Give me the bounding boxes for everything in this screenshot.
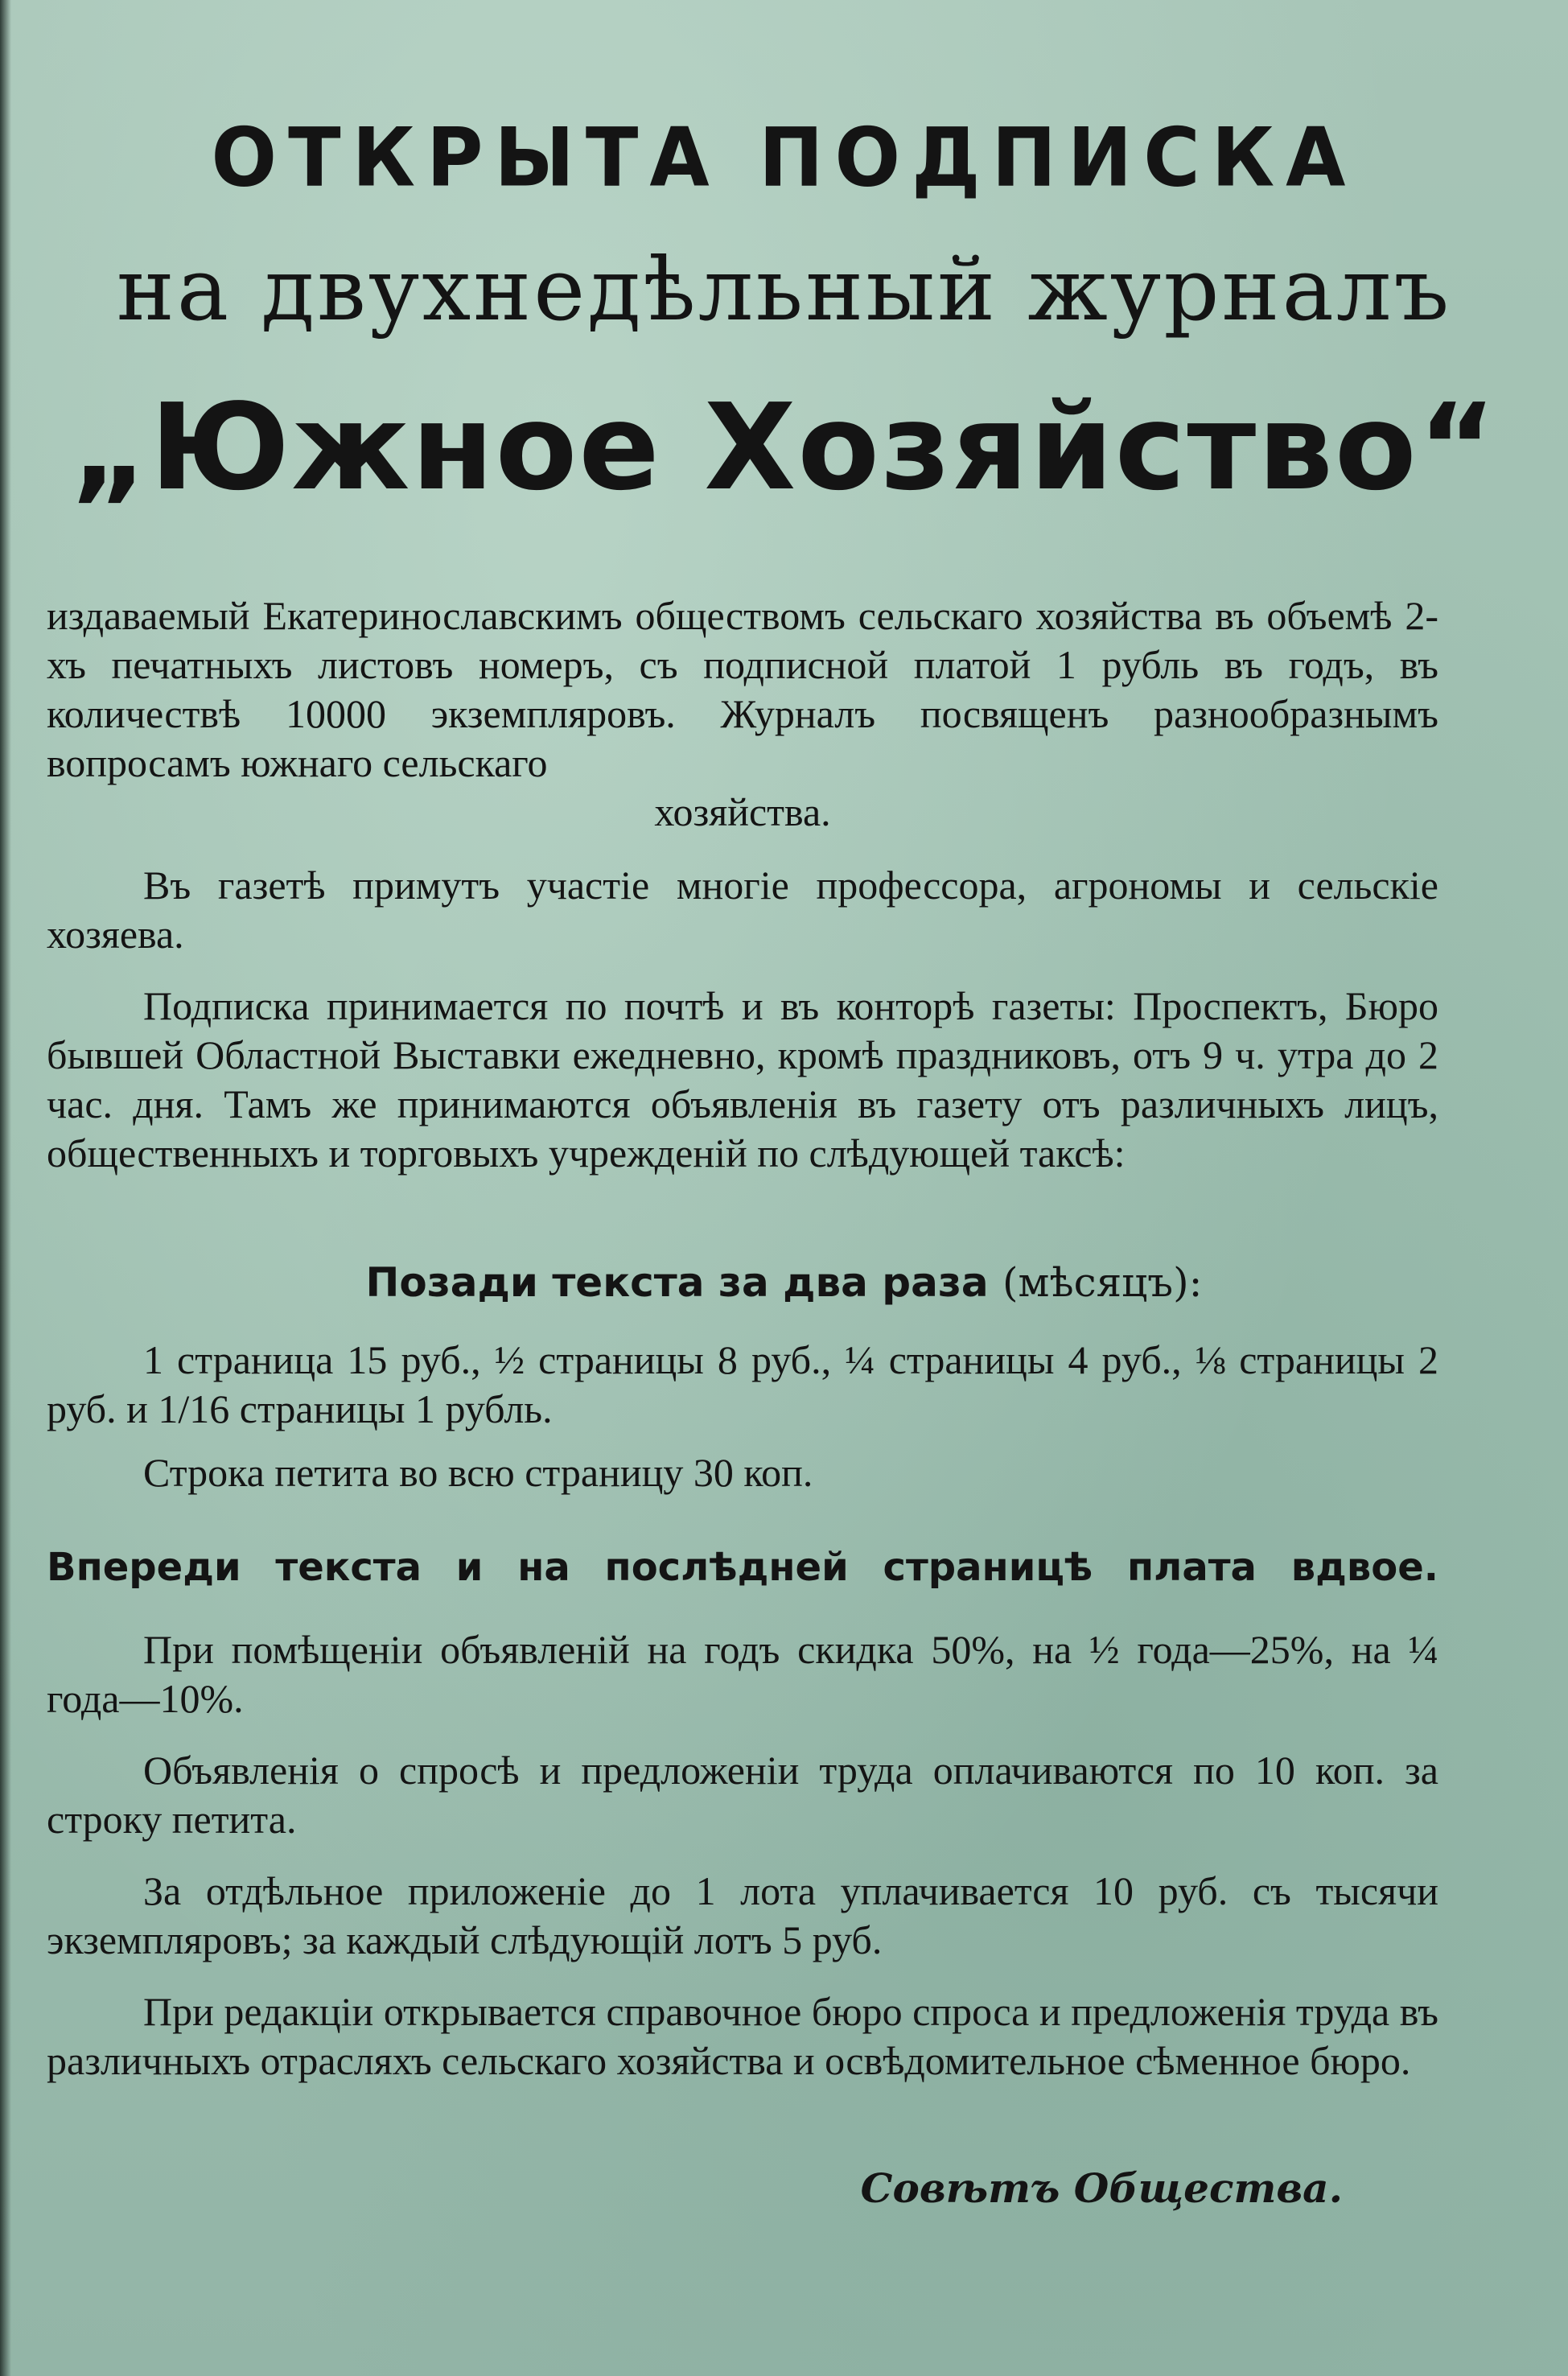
page-edge-shadow: [0, 0, 11, 2376]
participants-block: [47, 861, 1438, 959]
subscription-block: [47, 982, 1438, 1178]
title-open-subscription: ОТКРЫТА ПОДПИСКА: [211, 110, 1357, 205]
front-rate-heading: Впереди текста и на послѣдней страницѣ плата вдвое.: [47, 1545, 1438, 1590]
subscription-paragraph: Подписка принимается по почтѣ и въ конторѣ газеты: Проспектъ, Бюро бывшей Областной Выставки ежедневно, кромѣ праздниковъ, отъ 9 ч. утра до 2 час. дня. Тамъ же принимаются объявленiя въ газету отъ различныхъ лицъ, общественныхъ и торговыхъ учрежденiй по слѣдующей таксѣ:: [47, 983, 1438, 1176]
signature: Совѣтъ Общества.: [860, 2164, 1343, 2212]
discount-paragraph: При помѣщенiи объявленiй на годъ скидка 50%, на ½ года—25%, на ¼ года—10%.: [47, 1627, 1438, 1721]
rates-line-pages: 1 страница 15 руб., ½ страницы 8 руб., ¼ страницы 4 руб., ⅛ страницы 2 руб. и 1/16 страницы 1 рубль.: [47, 1337, 1438, 1431]
labor-block: [47, 1746, 1438, 1844]
supplement-paragraph: За отдѣльное приложенiе до 1 лота уплачивается 10 руб. съ тысячи экземпляровъ; за каждый слѣдующiй лотъ 5 руб.: [47, 1868, 1438, 1962]
intro-paragraph-tail: хозяйства.: [654, 789, 831, 834]
discount-block: [47, 1625, 1438, 1723]
rates-heading-paren: (мѣсяцъ):: [1002, 1259, 1203, 1306]
rates-block: [47, 1336, 1438, 1497]
labor-paragraph: Объявленiя о спросѣ и предложенiи труда оплачиваются по 10 коп. за строку петита.: [47, 1748, 1438, 1842]
supplement-block: [47, 1867, 1438, 1965]
bureau-block: [47, 1987, 1438, 2086]
rates-heading-text: Позади текста за два раза: [365, 1259, 989, 1306]
rates-line-petit: Строка петита во всю страницу 30 коп.: [143, 1450, 813, 1495]
title-journal-type: на двухнедѣльный журналъ: [116, 240, 1452, 340]
intro-paragraph: издаваемый Екатеринославскимъ обществомъ сельскаго хозяйства въ объемѣ 2-хъ печатныхъ листовъ номеръ, съ подписной платой 1 рубль въ годъ, въ количествѣ 10000 экземпляровъ. Журналъ посвященъ разнообразнымъ вопросамъ южнаго сельскаго: [47, 593, 1438, 785]
participants-paragraph: Въ газетѣ примутъ участiе многiе профессора, агрономы и сельскiе хозяева.: [47, 863, 1438, 957]
title-journal-name: „Южное Хозяйство“: [70, 378, 1498, 517]
rates-heading: [0, 1259, 1568, 1306]
intro-block: [47, 591, 1438, 837]
bureau-paragraph: При редакцiи открывается справочное бюро спроса и предложенiя труда въ различныхъ отрасляхъ сельскаго хозяйства и освѣдомительное сѣменное бюро.: [47, 1989, 1438, 2083]
